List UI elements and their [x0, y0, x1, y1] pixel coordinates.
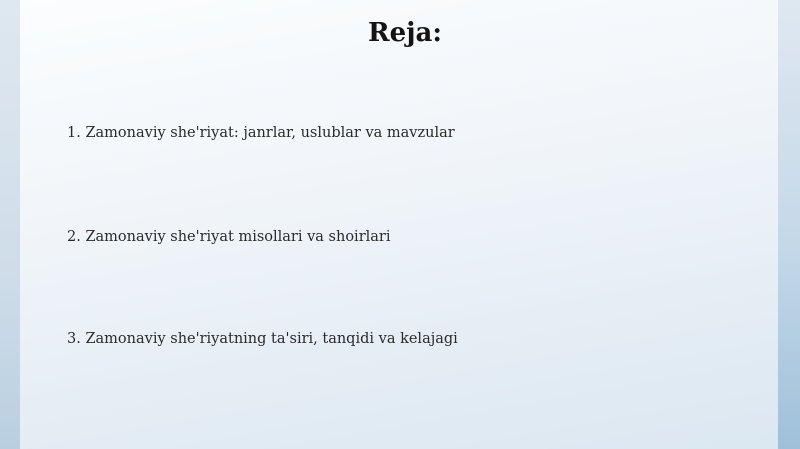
plan-item-1: 1. Zamonaviy she'riyat: janrlar, uslublar va mavzular [67, 125, 455, 141]
right-edge-border [778, 0, 800, 449]
plan-item-3: 3. Zamonaviy she'riyatning ta'siri, tanqidi va kelajagi [67, 331, 458, 347]
slide-canvas [20, 0, 778, 449]
plan-item-2: 2. Zamonaviy she'riyat misollari va shoirlari [67, 229, 391, 245]
left-edge-border [0, 0, 20, 449]
slide-title: Reja: [367, 18, 442, 48]
